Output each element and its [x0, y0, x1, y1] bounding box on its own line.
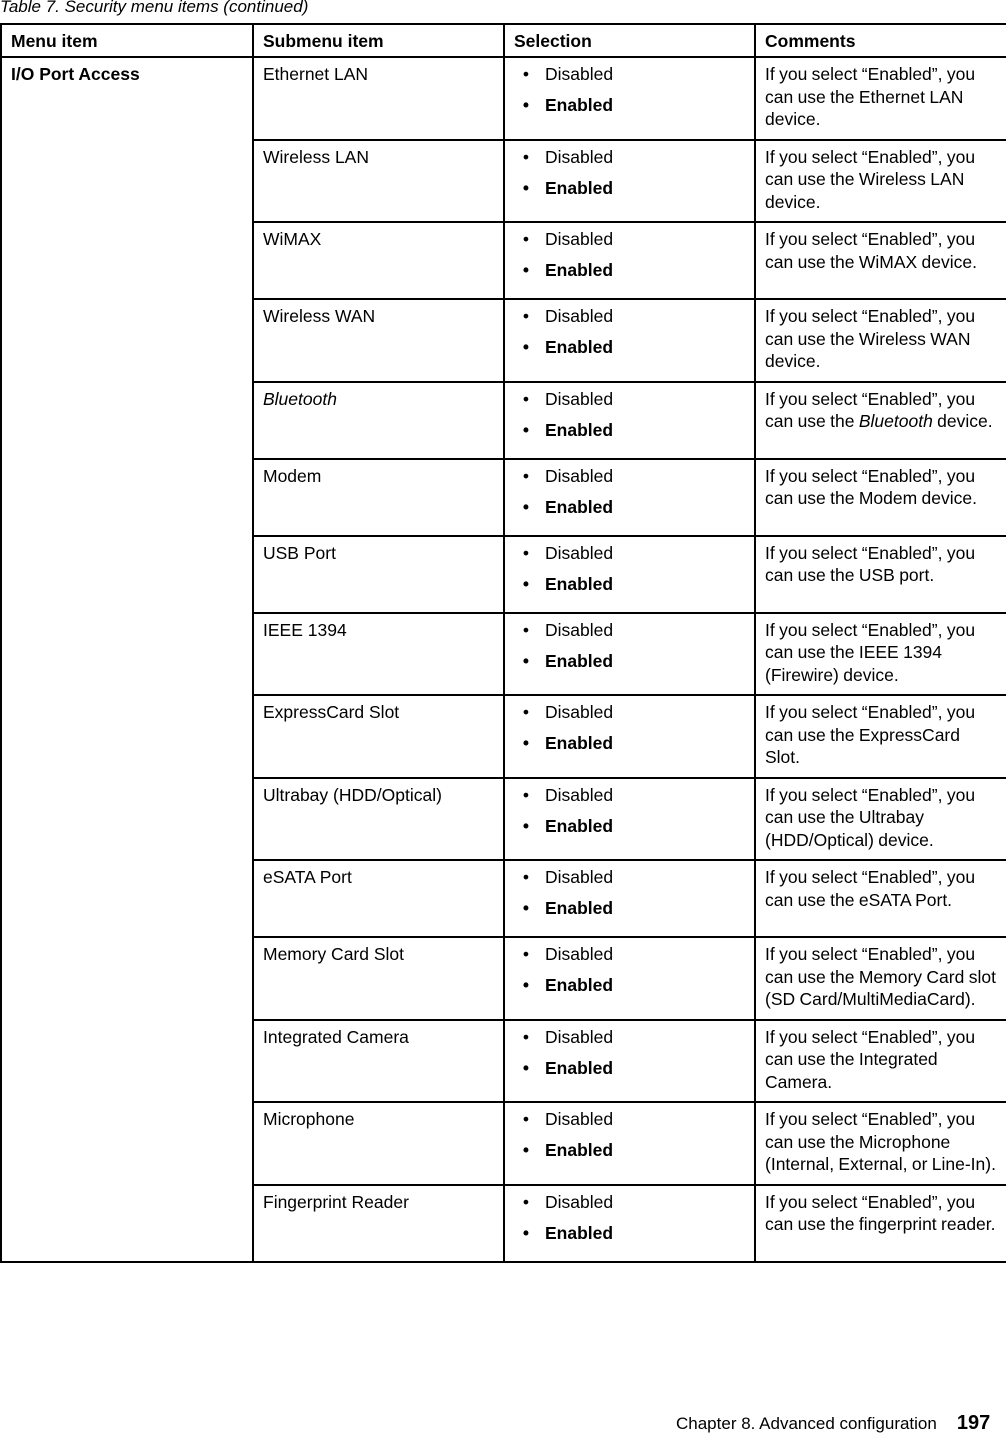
- comment-text: If you select “Enabled”, you can use the Wireless LAN device.: [765, 146, 976, 212]
- submenu-item-cell: [253, 937, 504, 1020]
- comment-cell: [755, 613, 1006, 696]
- comment-cell: [755, 382, 1006, 459]
- security-menu-table: [0, 23, 1006, 1263]
- option-label: Enabled: [545, 177, 614, 198]
- header-submenu-item: Submenu item: [253, 24, 504, 57]
- option-label: Disabled: [545, 944, 614, 964]
- selection-options: [514, 1026, 745, 1088]
- selection-cell: [504, 937, 755, 1020]
- comment-cell: [755, 1185, 1006, 1262]
- option-label: Disabled: [545, 146, 614, 167]
- table-caption: Table 7. Security menu items (continued): [0, 0, 309, 16]
- comment-text: If you select “Enabled”, you can use the Microphone (Internal, External, or Line-In).: [765, 1109, 996, 1174]
- option-disabled: [514, 228, 745, 259]
- bullet-icon: •: [522, 388, 530, 409]
- header-selection: Selection: [504, 24, 755, 57]
- submenu-item-label: IEEE 1394: [263, 619, 347, 640]
- option-enabled-default: [514, 1222, 745, 1253]
- option-disabled: [514, 1108, 745, 1139]
- comment-cell: [755, 860, 1006, 937]
- option-enabled-default: [514, 259, 745, 290]
- comment-text: If you select “Enabled”, you can use the fingerprint reader.: [765, 1191, 996, 1234]
- option-label: Enabled: [545, 733, 614, 753]
- bullet-icon: •: [522, 146, 530, 167]
- submenu-item-label: Wireless WAN: [263, 306, 376, 326]
- selection-cell: [504, 459, 755, 536]
- selection-cell: [504, 299, 755, 382]
- option-enabled-default: [514, 94, 745, 125]
- selection-options: [514, 542, 745, 604]
- submenu-item-label: Memory Card Slot: [263, 944, 405, 964]
- bullet-icon: •: [522, 465, 530, 486]
- bullet-icon: •: [522, 975, 530, 995]
- submenu-item-label: USB Port: [263, 542, 336, 563]
- submenu-item-cell: [253, 695, 504, 778]
- selection-options: [514, 943, 745, 1005]
- comment-cell: [755, 57, 1006, 140]
- selection-options: [514, 146, 745, 208]
- option-disabled: [514, 305, 745, 336]
- selection-cell: [504, 57, 755, 140]
- submenu-item-label: Ethernet LAN: [263, 64, 369, 84]
- bullet-icon: •: [522, 496, 530, 517]
- comment-cell: [755, 140, 1006, 223]
- submenu-item-label: Modem: [263, 465, 322, 486]
- option-enabled-default: [514, 1057, 745, 1088]
- submenu-item-label: Bluetooth: [263, 388, 337, 409]
- submenu-item-cell: [253, 536, 504, 613]
- submenu-item-cell: [253, 860, 504, 937]
- submenu-item-cell: [253, 1185, 504, 1262]
- selection-options: [514, 1191, 745, 1253]
- bullet-icon: •: [522, 650, 530, 671]
- option-label: Enabled: [545, 337, 614, 357]
- option-label: Disabled: [545, 64, 614, 84]
- selection-cell: [504, 695, 755, 778]
- comment-text: If you select “Enabled”, you can use the WiMAX device.: [765, 229, 977, 272]
- selection-cell: [504, 1020, 755, 1103]
- page-footer: [676, 1411, 990, 1436]
- option-enabled-default: [514, 336, 745, 367]
- option-label: Disabled: [545, 388, 614, 409]
- comment-text: If you select “Enabled”, you can use the ExpressCard Slot.: [765, 702, 976, 767]
- submenu-item-cell: [253, 1020, 504, 1103]
- option-enabled-default: [514, 419, 745, 450]
- comment-cell: [755, 299, 1006, 382]
- comment-cell: [755, 536, 1006, 613]
- bullet-icon: •: [522, 1026, 530, 1047]
- selection-options: [514, 619, 745, 681]
- comment-text: If you select “Enabled”, you can use the Ultrabay (HDD/Optical) device.: [765, 784, 976, 850]
- option-label: Enabled: [545, 1057, 614, 1078]
- submenu-item-label: WiMAX: [263, 229, 322, 249]
- selection-cell: [504, 613, 755, 696]
- bullet-icon: •: [522, 306, 530, 326]
- option-enabled-default: [514, 177, 745, 208]
- option-disabled: [514, 784, 745, 815]
- submenu-item-label: Ultrabay (HDD/Optical): [263, 784, 442, 805]
- option-label: Enabled: [545, 260, 614, 280]
- chapter-title: Chapter 8. Advanced configuration: [676, 1414, 937, 1433]
- bullet-icon: •: [522, 1109, 530, 1129]
- bullet-icon: •: [522, 867, 530, 887]
- comment-text: device.: [932, 411, 993, 431]
- option-label: Disabled: [545, 542, 614, 563]
- option-label: Enabled: [545, 573, 614, 594]
- bullet-icon: •: [522, 95, 530, 115]
- table-header-row: [1, 24, 1006, 57]
- option-label: Disabled: [545, 465, 614, 486]
- option-label: Disabled: [545, 867, 614, 887]
- bullet-icon: •: [522, 898, 530, 918]
- bullet-icon: •: [522, 573, 530, 594]
- comment-cell: [755, 1020, 1006, 1103]
- selection-options: [514, 866, 745, 928]
- option-label: Enabled: [545, 1222, 614, 1243]
- option-enabled-default: [514, 1139, 745, 1170]
- bullet-icon: •: [522, 419, 530, 440]
- submenu-item-cell: [253, 459, 504, 536]
- comment-text: If you select “Enabled”, you can use the Modem device.: [765, 465, 978, 508]
- selection-cell: [504, 382, 755, 459]
- selection-cell: [504, 1102, 755, 1185]
- bullet-icon: •: [522, 1057, 530, 1078]
- option-disabled: [514, 1191, 745, 1222]
- header-comments: Comments: [755, 24, 1006, 57]
- option-disabled: [514, 465, 745, 496]
- selection-cell: [504, 222, 755, 299]
- option-enabled-default: [514, 897, 745, 928]
- header-menu-item: Menu item: [1, 24, 253, 57]
- bullet-icon: •: [522, 702, 530, 722]
- submenu-item-label: Wireless LAN: [263, 146, 369, 167]
- option-label: Enabled: [545, 1140, 614, 1160]
- option-disabled: [514, 146, 745, 177]
- selection-options: [514, 228, 745, 290]
- option-label: Enabled: [545, 898, 614, 918]
- submenu-item-label: Microphone: [263, 1109, 355, 1129]
- option-disabled: [514, 388, 745, 419]
- option-disabled: [514, 701, 745, 732]
- selection-options: [514, 388, 745, 450]
- bullet-icon: •: [522, 337, 530, 357]
- bullet-icon: •: [522, 733, 530, 753]
- option-label: Disabled: [545, 1026, 614, 1047]
- bullet-icon: •: [522, 784, 530, 805]
- submenu-item-label: Integrated Camera: [263, 1026, 409, 1047]
- submenu-item-cell: [253, 613, 504, 696]
- submenu-item-cell: [253, 382, 504, 459]
- selection-options: [514, 305, 745, 367]
- page-number: 197: [956, 1412, 991, 1434]
- selection-options: [514, 1108, 745, 1170]
- comment-text: If you select “Enabled”, you can use the: [765, 388, 976, 431]
- bullet-icon: •: [522, 177, 530, 198]
- comment-text: If you select “Enabled”, you can use the IEEE 1394 (Firewire) device.: [765, 619, 976, 685]
- option-label: Enabled: [545, 650, 614, 671]
- selection-options: [514, 63, 745, 125]
- comment-cell: [755, 695, 1006, 778]
- option-disabled: [514, 619, 745, 650]
- bullet-icon: •: [522, 542, 530, 563]
- submenu-item-cell: [253, 1102, 504, 1185]
- table-body: [1, 57, 1006, 1262]
- selection-cell: [504, 778, 755, 861]
- selection-cell: [504, 536, 755, 613]
- option-label: Disabled: [545, 1191, 614, 1212]
- option-label: Disabled: [545, 306, 614, 326]
- submenu-item-label: Fingerprint Reader: [263, 1191, 409, 1212]
- table-row: [1, 57, 1006, 140]
- submenu-item-cell: [253, 299, 504, 382]
- comment-text: Bluetooth: [858, 411, 933, 431]
- bullet-icon: •: [522, 229, 530, 249]
- comment-text: If you select “Enabled”, you can use the Integrated Camera.: [765, 1026, 976, 1092]
- selection-options: [514, 465, 745, 527]
- comment-text: If you select “Enabled”, you can use the USB port.: [765, 542, 976, 585]
- comment-text: If you select “Enabled”, you can use the eSATA Port.: [765, 867, 976, 910]
- option-label: Disabled: [545, 229, 614, 249]
- bullet-icon: •: [522, 619, 530, 640]
- option-label: Disabled: [545, 1109, 614, 1129]
- bullet-icon: •: [522, 944, 530, 964]
- submenu-item-cell: [253, 57, 504, 140]
- option-label: Disabled: [545, 619, 614, 640]
- comment-cell: [755, 778, 1006, 861]
- option-enabled-default: [514, 496, 745, 527]
- selection-cell: [504, 860, 755, 937]
- bullet-icon: •: [522, 1222, 530, 1243]
- bullet-icon: •: [522, 815, 530, 836]
- option-disabled: [514, 63, 745, 94]
- option-enabled-default: [514, 573, 745, 604]
- selection-options: [514, 784, 745, 846]
- option-label: Disabled: [545, 784, 614, 805]
- submenu-item-cell: [253, 140, 504, 223]
- option-label: Enabled: [545, 975, 614, 995]
- bullet-icon: •: [522, 64, 530, 84]
- submenu-item-cell: [253, 778, 504, 861]
- option-enabled-default: [514, 650, 745, 681]
- bullet-icon: •: [522, 1140, 530, 1160]
- comment-text: If you select “Enabled”, you can use the Wireless WAN device.: [765, 306, 976, 371]
- option-label: Disabled: [545, 702, 614, 722]
- comment-cell: [755, 937, 1006, 1020]
- selection-cell: [504, 140, 755, 223]
- option-disabled: [514, 866, 745, 897]
- comment-cell: [755, 222, 1006, 299]
- bullet-icon: •: [522, 1191, 530, 1212]
- comment-cell: [755, 1102, 1006, 1185]
- comment-cell: [755, 459, 1006, 536]
- bullet-icon: •: [522, 260, 530, 280]
- comment-text: If you select “Enabled”, you can use the Memory Card slot (SD Card/MultiMediaCard).: [765, 944, 996, 1009]
- menu-item-cell: I/O Port Access: [1, 57, 253, 1262]
- option-enabled-default: [514, 732, 745, 763]
- option-disabled: [514, 943, 745, 974]
- option-label: Enabled: [545, 419, 614, 440]
- comment-text: If you select “Enabled”, you can use the Ethernet LAN device.: [765, 64, 976, 129]
- option-enabled-default: [514, 974, 745, 1005]
- selection-cell: [504, 1185, 755, 1262]
- option-label: Enabled: [545, 95, 614, 115]
- option-disabled: [514, 1026, 745, 1057]
- option-disabled: [514, 542, 745, 573]
- submenu-item-cell: [253, 222, 504, 299]
- option-enabled-default: [514, 815, 745, 846]
- option-label: Enabled: [545, 815, 614, 836]
- submenu-item-label: eSATA Port: [263, 867, 352, 887]
- option-label: Enabled: [545, 496, 614, 517]
- selection-options: [514, 701, 745, 763]
- submenu-item-label: ExpressCard Slot: [263, 702, 400, 722]
